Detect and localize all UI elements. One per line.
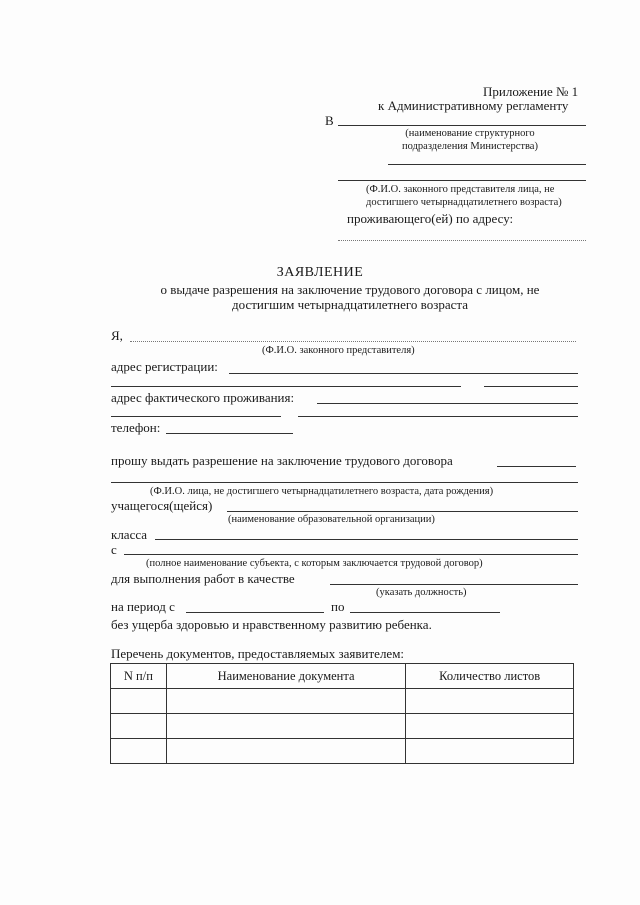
- table-cell[interactable]: [166, 714, 405, 739]
- minor-name-field-2[interactable]: [111, 482, 578, 483]
- student-label: учащегося(щейся): [111, 498, 213, 513]
- documents-header-row: [111, 664, 574, 689]
- request-text: прошу выдать разрешение на заключение трудового договора: [111, 453, 453, 468]
- position-field[interactable]: [330, 584, 578, 585]
- representative-field-line-2[interactable]: [338, 180, 586, 181]
- column-header-name: Наименование документа: [166, 664, 405, 689]
- representative-field-line-1[interactable]: [388, 164, 586, 165]
- residing-label: проживающего(ей) по адресу:: [347, 211, 514, 226]
- with-label: с: [111, 542, 117, 557]
- table-cell[interactable]: [406, 739, 574, 764]
- document-subtitle-2: достигшим четырнадцатилетнего возраста: [232, 297, 468, 312]
- table-cell[interactable]: [406, 714, 574, 739]
- table-cell[interactable]: [111, 714, 167, 739]
- actual-address-label: адрес фактического проживания:: [111, 390, 295, 405]
- table-row: [111, 689, 574, 714]
- department-hint-line-1: (наименование структурного: [405, 128, 535, 139]
- column-header-number: N п/п: [111, 664, 167, 689]
- documents-table: [110, 663, 574, 764]
- class-label: класса: [111, 527, 148, 542]
- minor-hint: (Ф.И.О. лица, не достигшего четырнадцатилетнего возраста, дата рождения): [150, 486, 494, 497]
- period-to-field[interactable]: [350, 612, 500, 613]
- phone-label: телефон:: [111, 420, 161, 435]
- table-cell[interactable]: [406, 689, 574, 714]
- period-from-field[interactable]: [186, 612, 324, 613]
- appendix-label: Приложение № 1: [483, 84, 579, 99]
- department-hint-line-2: подразделения Министерства): [402, 141, 538, 152]
- period-to-label: по: [331, 599, 345, 614]
- reg-address-field-3[interactable]: [484, 386, 578, 387]
- class-field[interactable]: [155, 539, 578, 540]
- representative-hint-line-1: (Ф.И.О. законного представителя лица, не: [366, 184, 555, 195]
- column-header-pages: Количество листов: [406, 664, 574, 689]
- regulation-label: к Административному регламенту: [378, 98, 569, 113]
- document-subtitle-1: о выдаче разрешения на заключение трудового договора с лицом, не: [160, 282, 540, 297]
- applicant-hint: (Ф.И.О. законного представителя): [262, 345, 415, 356]
- school-hint: (наименование образовательной организации): [228, 514, 435, 525]
- no-harm-text: без ущерба здоровью и нравственному развитию ребенка.: [111, 617, 432, 632]
- table-cell[interactable]: [111, 689, 167, 714]
- phone-field[interactable]: [166, 433, 293, 434]
- document-title: ЗАЯВЛЕНИЕ: [276, 265, 364, 280]
- minor-name-field-1[interactable]: [497, 466, 576, 467]
- applicant-name-field[interactable]: [130, 341, 576, 342]
- actual-address-field-2[interactable]: [111, 416, 281, 417]
- work-as-label: для выполнения работ в качестве: [111, 571, 295, 586]
- reg-address-field-1[interactable]: [229, 373, 578, 374]
- table-row: [111, 739, 574, 764]
- table-cell[interactable]: [166, 739, 405, 764]
- representative-hint-line-2: достигшего четырнадцатилетнего возраста): [366, 197, 562, 208]
- documents-caption: Перечень документов, предоставляемых заявителем:: [111, 646, 405, 661]
- position-hint: (указать должность): [376, 587, 467, 598]
- actual-address-field-3[interactable]: [298, 416, 578, 417]
- period-from-label: на период с: [111, 599, 175, 614]
- to-prefix-label: В: [325, 113, 334, 128]
- actual-address-field-1[interactable]: [317, 403, 578, 404]
- employer-field[interactable]: [124, 554, 578, 555]
- table-row: [111, 714, 574, 739]
- school-field[interactable]: [227, 511, 578, 512]
- department-field-line[interactable]: [338, 125, 586, 126]
- reg-address-label: адрес регистрации:: [111, 359, 218, 374]
- applicant-label: Я,: [111, 328, 123, 343]
- table-cell[interactable]: [166, 689, 405, 714]
- reg-address-field-2[interactable]: [111, 386, 461, 387]
- employer-hint: (полное наименование субъекта, с которым заключается трудовой договор): [146, 558, 483, 569]
- table-cell[interactable]: [111, 739, 167, 764]
- residing-field-line[interactable]: [338, 240, 586, 241]
